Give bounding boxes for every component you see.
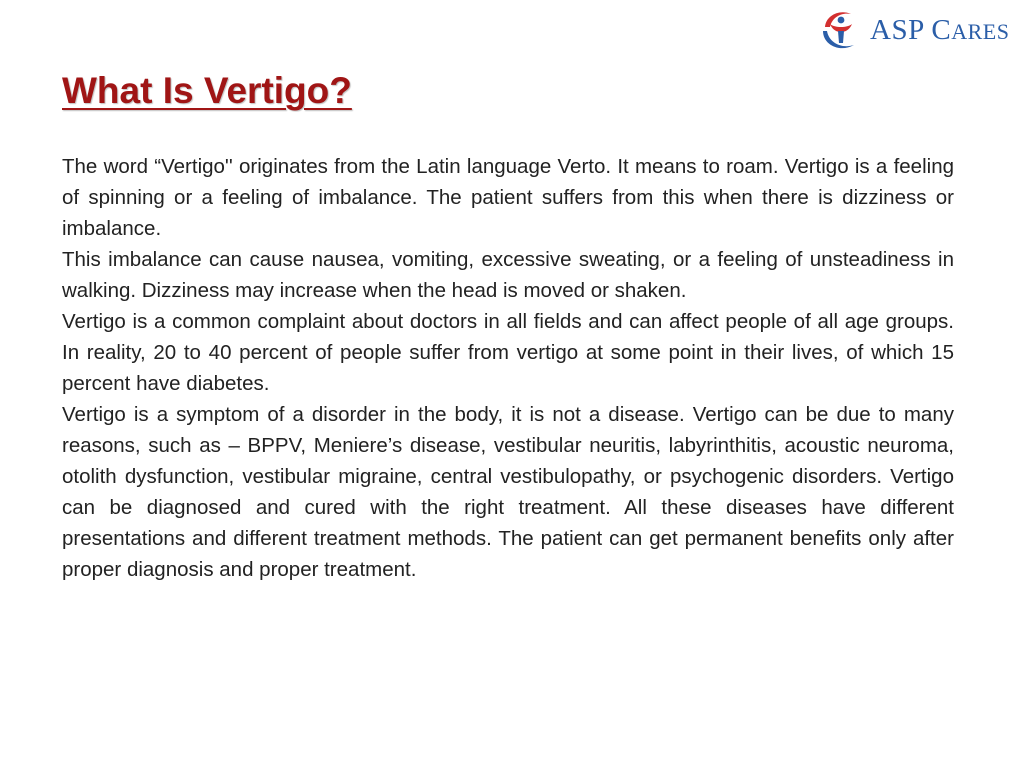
page-title: What Is Vertigo? — [62, 70, 352, 111]
logo-text-ares: ARES — [951, 18, 1010, 44]
logo-text-asp: ASP — [870, 13, 932, 46]
logo-text — [870, 13, 1010, 46]
body-text — [62, 151, 954, 585]
asp-cares-logo-icon — [818, 7, 864, 53]
paragraph-origin: The word “Vertigo'' originates from the Latin language Verto. It means to roam. Vertigo is a feeling of spinning or a feeling of imbalance. The patient suffers from this when there is dizziness or imbalance. — [62, 155, 954, 240]
paragraph-causes: Vertigo is a symptom of a disorder in the body, it is not a disease. Vertigo can be due to many reasons, such as – BPPV, Meniere’s disease, vestibular neuritis, labyrinthitis, acoustic neuroma, otolith dysfunction, vestibular migraine, central vestibulopathy, or psychogenic disorders. Vertigo can be diagnosed and cured with the right treatment. All these diseases have different presentations and different treatment methods. The patient can get permanent benefits only after proper diagnosis and proper treatment. — [62, 403, 954, 581]
company-logo — [818, 6, 1014, 54]
logo-text-c: C — [931, 13, 952, 46]
paragraph-prevalence: Vertigo is a common complaint about doctors in all fields and can affect people of all age groups. In reality, 20 to 40 percent of people suffer from vertigo at some point in their lives, of which 15 percent have diabetes. — [62, 310, 954, 395]
paragraph-symptoms: This imbalance can cause nausea, vomiting, excessive sweating, or a feeling of unsteadiness in walking. Dizziness may increase when the head is moved or shaken. — [62, 248, 954, 302]
